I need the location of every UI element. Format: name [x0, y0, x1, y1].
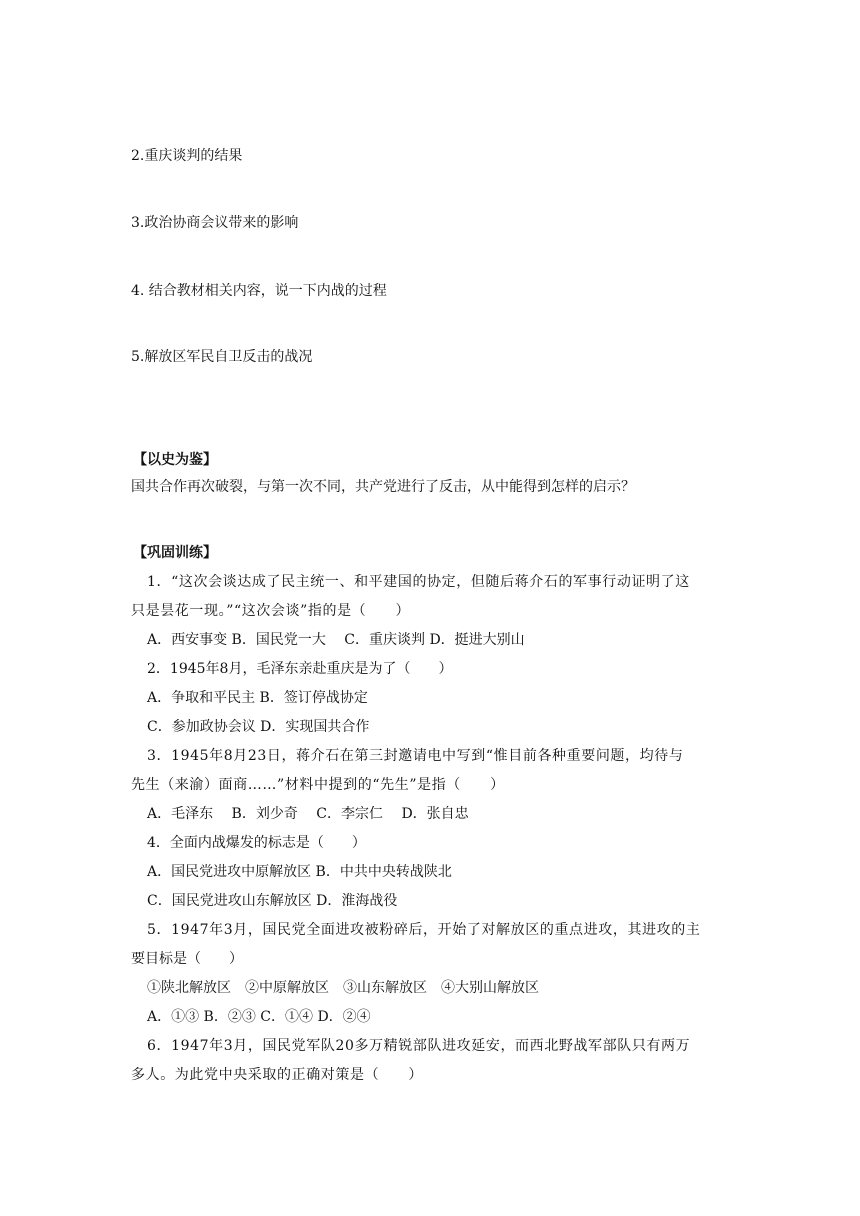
guide-question-2: 2.重庆谈判的结果 [131, 148, 243, 164]
practice-line: 只是昙花一现。”“这次会谈”指的是（ ） [131, 603, 411, 619]
guide-question-4: 4. 结合教材相关内容，说一下内战的过程 [131, 283, 387, 299]
practice-line: 1．“这次会谈达成了民主统一、和平建国的协定，但随后蒋介石的军事行动证明了这 [147, 574, 690, 590]
practice-line: ①陕北解放区 ②中原解放区 ③山东解放区 ④大别山解放区 [147, 980, 539, 996]
history-lesson-prompt: 国共合作再次破裂，与第一次不同，共产党进行了反击，从中能得到怎样的启示？ [131, 479, 635, 495]
practice-line: A．西安事变 B．国民党一大 C．重庆谈判 D．挺进大别山 [147, 632, 525, 648]
practice-line: 3．1945年8月23日，蒋介石在第三封邀请电中写到“惟目前各种重要问题，均待与 [147, 748, 684, 764]
practice-line: 先生（来渝）面商……”材料中提到的“先生”是指（ ） [131, 777, 505, 793]
practice-line: A．国民党进攻中原解放区 B．中共中央转战陕北 [147, 864, 452, 880]
practice-heading: 【巩固训练】 [133, 545, 217, 561]
practice-line: A．毛泽东 B．刘少奇 C．李宗仁 D．张自忠 [147, 806, 469, 822]
practice-line: 6．1947年3月，国民党军队20多万精锐部队进攻延安，而西北野战军部队只有两万 [147, 1038, 691, 1054]
practice-line: 4．全面内战爆发的标志是（ ） [147, 835, 366, 851]
practice-line: A．①③ B．②③ C．①④ D．②④ [147, 1009, 371, 1025]
guide-question-5: 5.解放区军民自卫反击的战况 [131, 349, 313, 365]
practice-line: A．争取和平民主 B．签订停战协定 [147, 690, 368, 706]
practice-line: 多人。为此党中央采取的正确对策是（ ） [131, 1067, 423, 1083]
guide-question-3: 3.政治协商会议带来的影响 [131, 215, 299, 231]
practice-line: C．国民党进攻山东解放区 D．淮海战役 [147, 893, 398, 909]
practice-line: C．参加政协会议 D．实现国共合作 [147, 719, 370, 735]
practice-line: 5．1947年3月，国民党全面进攻被粉碎后，开始了对解放区的重点进攻，其进攻的主 [147, 922, 701, 938]
practice-line: 2．1945年8月，毛泽东亲赴重庆是为了（ ） [147, 661, 453, 677]
history-lesson-heading: 【以史为鉴】 [133, 452, 217, 468]
practice-line: 要目标是（ ） [131, 951, 243, 967]
